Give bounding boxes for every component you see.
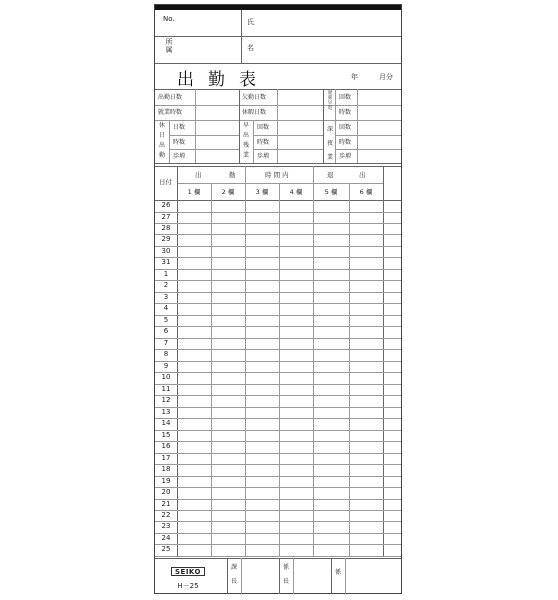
holiday-work-label: 休日出勤 (158, 122, 165, 159)
day-row-line (155, 533, 401, 534)
day-number: 31 (161, 258, 171, 267)
summary-line-4a (169, 149, 239, 150)
in-header-1: 出 (195, 171, 202, 179)
day-row-line (155, 303, 401, 304)
day-number: 16 (161, 442, 171, 451)
leave-days-label: 休暇日数 (242, 109, 267, 116)
day-number: 9 (163, 361, 169, 370)
day-row-line (155, 361, 401, 362)
day-row-line (155, 234, 401, 235)
summary-line-3a (169, 135, 239, 136)
day-number: 25 (161, 545, 171, 554)
day-number: 7 (163, 338, 169, 347)
day-number: 18 (161, 465, 171, 473)
column-header-6: 6 欄 (359, 188, 373, 196)
day-number: 2 (163, 281, 169, 290)
day-number: 15 (161, 430, 171, 439)
summary-value-divider-1 (195, 89, 196, 163)
early-rate-label: 歩増 (257, 153, 270, 160)
card-top-bar (155, 5, 401, 10)
column-header-1: 1 欄 (187, 188, 201, 196)
early-label-divider (253, 120, 254, 163)
early-hours-label: 時数 (257, 139, 270, 146)
card-title: 出勤表 (177, 70, 270, 90)
summary-bottom-line (155, 163, 401, 164)
day-number: 19 (161, 476, 171, 485)
day-row-line (155, 395, 401, 396)
day-row-line (155, 292, 401, 293)
summary-line-3b (253, 135, 323, 136)
day-number: 27 (161, 212, 171, 221)
early-overtime-label: 早出残業 (242, 122, 249, 159)
night-count-label: 回数 (339, 124, 352, 131)
day-number: 28 (161, 224, 171, 232)
day-row-line (155, 487, 401, 488)
day-row-line (155, 521, 401, 522)
day-number: 6 (163, 327, 169, 336)
in-header-2: 勤 (229, 171, 236, 179)
title-bottom-line (155, 89, 401, 90)
header-mid-line (155, 36, 401, 37)
day-number: 12 (161, 396, 171, 405)
footer-divider-2 (241, 558, 242, 594)
day-row-line (155, 338, 401, 339)
late-count-label: 回数 (339, 94, 352, 101)
late-hours-label: 時数 (339, 109, 352, 116)
night-hours-label: 時数 (339, 139, 352, 146)
holiday-label-divider (169, 120, 170, 163)
day-row-line (155, 349, 401, 350)
holiday-days-label: 日数 (173, 124, 186, 131)
day-number: 23 (161, 522, 171, 531)
footer-divider-1 (227, 558, 228, 594)
day-number: 21 (161, 499, 171, 508)
day-number: 30 (161, 246, 171, 255)
column-header-2: 2 欄 (221, 188, 235, 196)
night-work-label: 深夜業 (326, 126, 333, 161)
grid-column-line (349, 183, 350, 556)
no-label: No. (163, 15, 175, 23)
day-row-line (155, 556, 401, 557)
day-row-line (155, 223, 401, 224)
day-number: 4 (163, 304, 169, 313)
day-row-line (155, 476, 401, 477)
day-number: 13 (161, 407, 171, 416)
summary-line-1 (155, 105, 401, 106)
summary-line-3c (335, 135, 401, 136)
footer-top-line (155, 558, 401, 559)
chief-label: 係長 (282, 564, 289, 585)
grid-column-line (279, 183, 280, 556)
day-row-line (155, 326, 401, 327)
grid-header-mid-line (177, 183, 383, 184)
column-header-5: 5 欄 (324, 188, 338, 196)
day-row-line (155, 212, 401, 213)
summary-col-divider-2 (323, 89, 324, 163)
day-row-line (155, 510, 401, 511)
day-row-line (155, 407, 401, 408)
day-number: 8 (163, 350, 169, 359)
work-hours-label: 就業時数 (158, 109, 183, 116)
summary-line-4c (335, 149, 401, 150)
in-hours-header: 時 間 内 (265, 171, 289, 179)
column-header-4: 4 欄 (289, 188, 303, 196)
header-bottom-line (155, 63, 401, 64)
grid-top-line (155, 166, 401, 167)
summary-col-divider-1 (239, 89, 240, 163)
day-number: 22 (161, 511, 171, 519)
day-number: 1 (163, 269, 169, 278)
day-number: 20 (161, 488, 171, 496)
model-number: H－25 (177, 582, 199, 590)
day-row-line (155, 315, 401, 316)
late-early-label: 遅刻早退 (327, 91, 333, 111)
day-row-line (155, 441, 401, 442)
column-header-3: 3 欄 (255, 188, 269, 196)
day-row-line (155, 453, 401, 454)
day-row-line (155, 544, 401, 545)
surname-label: 氏 (247, 18, 254, 26)
year-label: 年 (351, 73, 358, 81)
attendance-days-label: 出勤日数 (158, 94, 183, 101)
summary-value-divider-3 (357, 89, 358, 163)
day-number: 17 (161, 453, 171, 462)
late-label-divider (335, 89, 336, 163)
holiday-rate-label: 歩増 (173, 153, 186, 160)
day-row-line (155, 499, 401, 500)
staff-label: 係 (334, 569, 341, 576)
summary-value-divider-2 (277, 89, 278, 163)
day-row-line (155, 246, 401, 247)
footer-divider-3 (279, 558, 280, 594)
footer-divider-6 (345, 558, 346, 594)
brand-logo: SEIKO (171, 567, 205, 576)
day-number: 14 (161, 419, 171, 428)
day-row-line (155, 384, 401, 385)
day-row-line (155, 464, 401, 465)
day-number: 10 (161, 373, 171, 382)
day-row-line (155, 269, 401, 270)
day-number: 3 (163, 292, 169, 301)
day-row-line (155, 418, 401, 419)
early-count-label: 回数 (257, 124, 270, 131)
grid-header-bottom-line (155, 200, 401, 201)
day-number: 26 (161, 201, 171, 209)
grid-column-line (211, 183, 212, 556)
out-header-2: 出 (359, 171, 366, 179)
day-row-line (155, 372, 401, 373)
night-rate-label: 歩増 (339, 153, 352, 160)
footer-divider-4 (293, 558, 294, 594)
attendance-time-card (154, 4, 402, 594)
affiliation-label: 所属 (165, 38, 173, 54)
day-number: 29 (161, 235, 171, 244)
summary-line-4b (253, 149, 323, 150)
section-chief-label: 課長 (230, 564, 237, 585)
out-header-1: 退 (327, 171, 334, 179)
holiday-hours-label: 時数 (173, 139, 186, 146)
day-row-line (155, 430, 401, 431)
month-label: 月分 (379, 73, 393, 81)
day-number: 24 (161, 533, 171, 542)
given-name-label: 名 (247, 44, 254, 52)
absence-days-label: 欠勤日数 (242, 94, 267, 101)
day-row-line (155, 257, 401, 258)
date-header: 日付 (159, 178, 172, 186)
day-row-line (155, 280, 401, 281)
day-number: 11 (161, 384, 171, 393)
summary-line-2 (155, 120, 401, 121)
day-number: 5 (163, 315, 169, 324)
footer-divider-5 (331, 558, 332, 594)
